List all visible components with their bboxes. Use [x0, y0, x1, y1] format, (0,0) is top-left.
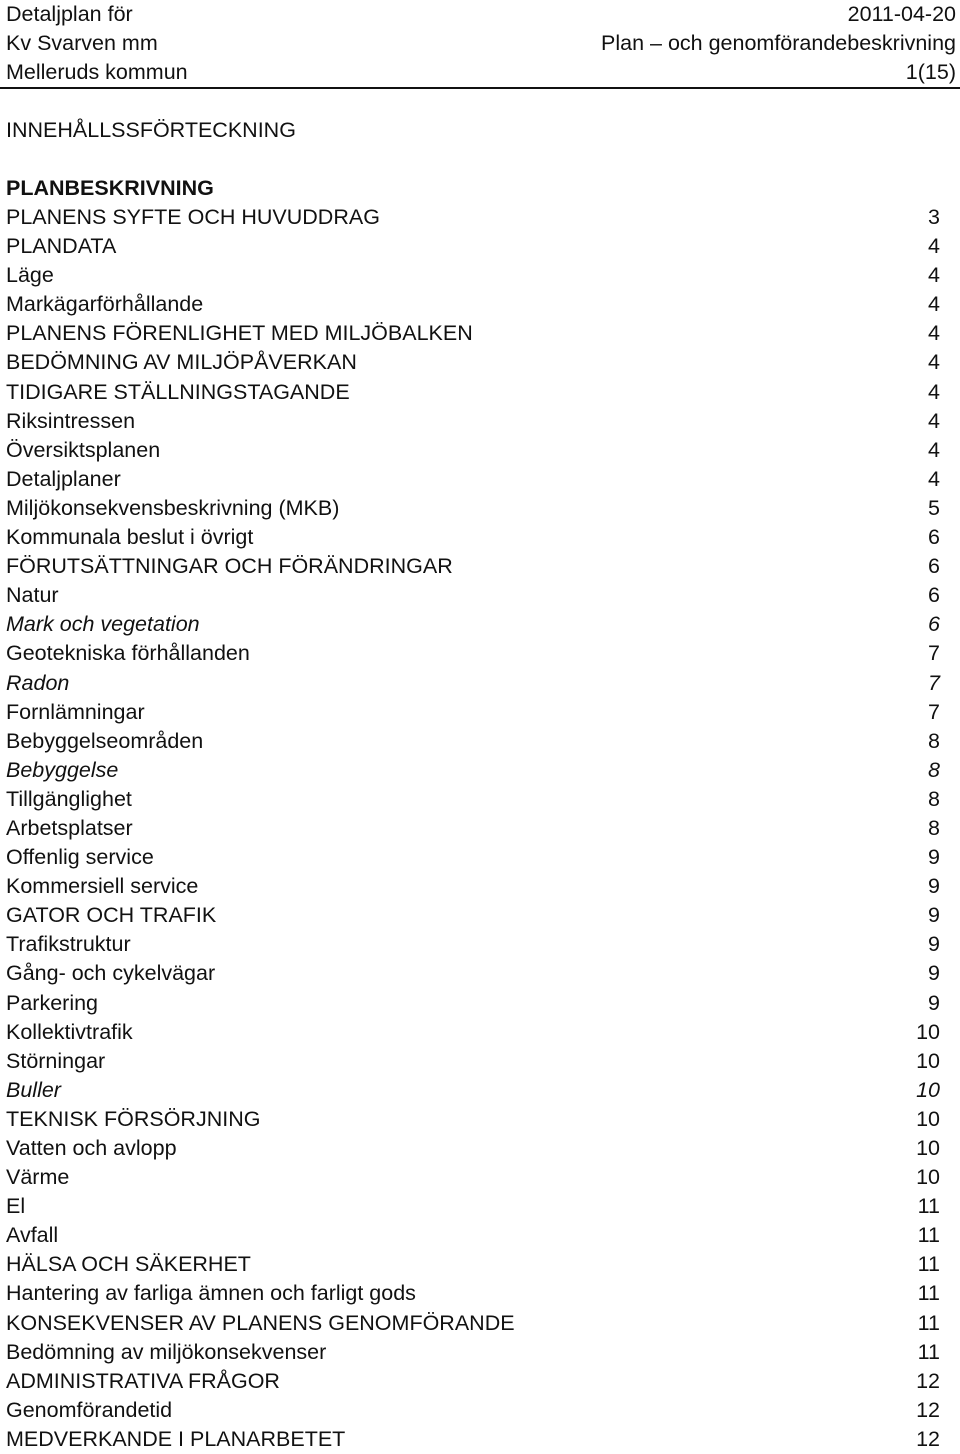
toc-entry[interactable]: [6, 1163, 940, 1192]
toc-entry[interactable]: [6, 523, 940, 552]
toc-entry-title: Störningar: [6, 1048, 106, 1073]
header-plan-area: Kv Svarven mm: [6, 31, 158, 55]
toc-entry-title: Gång- och cykelvägar: [6, 961, 216, 986]
toc-entry-title: Avfall: [6, 1223, 59, 1248]
toc-entry-title: TIDIGARE STÄLLNINGSTAGANDE: [6, 379, 350, 404]
toc-entry-page: 4: [928, 234, 940, 259]
toc-entry-page: 11: [917, 1281, 940, 1306]
toc-entry-page: 9: [928, 961, 940, 986]
toc-entry-page: 6: [928, 525, 940, 550]
page-header: [6, 0, 956, 87]
toc-entry-page: 8: [928, 786, 940, 811]
toc-entry[interactable]: [6, 232, 940, 261]
toc-entry-title: Bebyggelseområden: [6, 728, 204, 753]
toc-entry[interactable]: [6, 1192, 940, 1221]
toc-entry-title: Vatten och avlopp: [6, 1136, 177, 1160]
toc-entry-page: 7: [928, 670, 940, 695]
toc-entry-page: 4: [928, 263, 940, 288]
toc-entry[interactable]: [6, 1105, 940, 1134]
header-page-number: 1(15): [905, 60, 956, 84]
toc-entry[interactable]: [6, 1250, 940, 1279]
toc-entry-page: 12: [916, 1426, 940, 1451]
toc-entry[interactable]: [6, 465, 940, 494]
toc-entry[interactable]: [6, 1076, 940, 1105]
toc-entry-page: 9: [928, 845, 940, 870]
header-row: [6, 58, 956, 87]
toc-entry[interactable]: [6, 610, 940, 639]
toc-entry-title: TEKNISK FÖRSÖRJNING: [6, 1106, 261, 1131]
toc-entry[interactable]: [6, 1047, 940, 1076]
toc-entry-title: PLANENS SYFTE OCH HUVUDDRAG: [6, 205, 380, 229]
toc-entry-page: 12: [916, 1397, 940, 1422]
toc-entry-page: 10: [916, 1165, 940, 1190]
toc-heading: INNEHÅLLSSFÖRTECKNING: [6, 118, 296, 142]
toc-entry[interactable]: [6, 319, 940, 348]
toc-entry-page: 11: [917, 1223, 940, 1248]
toc-entry[interactable]: [6, 261, 940, 290]
toc-entry-page: 4: [928, 292, 940, 317]
toc-entry-page: 10: [916, 1048, 940, 1073]
toc-entry-title: Fornlämningar: [6, 699, 145, 724]
toc-entry-title: BEDÖMNING AV MILJÖPÅVERKAN: [6, 350, 357, 375]
toc-entry-title: MEDVERKANDE I PLANARBETET: [6, 1426, 346, 1451]
toc-entry-title: FÖRUTSÄTTNINGAR OCH FÖRÄNDRINGAR: [6, 554, 453, 579]
toc-entry-title: Kommersiell service: [6, 874, 199, 899]
toc-entry-page: 10: [916, 1019, 940, 1044]
toc-entry-title: Parkering: [6, 990, 99, 1015]
toc-entry-page: 11: [917, 1252, 940, 1277]
toc-entry-title: Översiktsplanen: [6, 437, 161, 462]
toc-entry-title: HÄLSA OCH SÄKERHET: [6, 1252, 251, 1277]
toc-entry-title: Detaljplaner: [6, 466, 121, 491]
toc-entry-page: 10: [916, 1106, 940, 1131]
toc-entry-title: Läge: [6, 263, 54, 288]
toc-entry[interactable]: [6, 639, 940, 668]
header-municipality: Melleruds kommun: [6, 60, 188, 84]
toc-entry-page: 10: [916, 1077, 940, 1102]
toc-entry[interactable]: [6, 378, 940, 407]
toc-entry[interactable]: [6, 348, 940, 377]
toc-entry-title: Natur: [6, 583, 59, 608]
toc-entry-title: PLANDATA: [6, 234, 117, 259]
toc-entry[interactable]: [6, 698, 940, 727]
toc-entry-title: Arbetsplatser: [6, 815, 133, 840]
toc-entry-page: 9: [928, 903, 940, 928]
toc-entry[interactable]: [6, 901, 940, 930]
toc-entry-page: 8: [928, 815, 940, 840]
toc-entry-page: 11: [917, 1310, 940, 1335]
toc-entry-title: Buller: [6, 1077, 61, 1102]
toc-entry[interactable]: [6, 1367, 940, 1396]
toc-entry-page: 4: [928, 350, 940, 375]
toc-entry[interactable]: [6, 290, 940, 319]
toc-entry-title: Kommunala beslut i övrigt: [6, 525, 254, 550]
toc-entry[interactable]: [6, 669, 940, 698]
toc-entry[interactable]: [6, 494, 940, 523]
toc-entry-title: Värme: [6, 1165, 70, 1190]
toc-entry[interactable]: [6, 959, 940, 988]
header-document-type: Plan – och genomförandebeskrivning: [601, 31, 956, 55]
toc-entry-title: PLANENS FÖRENLIGHET MED MILJÖBALKEN: [6, 321, 473, 346]
header-plan-title: Detaljplan för: [6, 2, 133, 26]
toc-entry-title: Kollektivtrafik: [6, 1019, 133, 1044]
toc-entry-title: Miljökonsekvensbeskrivning (MKB): [6, 495, 340, 520]
toc-entry-title: Bedömning av miljökonsekvenser: [6, 1339, 327, 1364]
toc-entry[interactable]: [6, 785, 940, 814]
toc-entry-page: 7: [928, 699, 940, 724]
toc-entry-title: ADMINISTRATIVA FRÅGOR: [6, 1368, 280, 1393]
header-row: [6, 29, 956, 58]
toc-entry-page: 4: [928, 466, 940, 491]
toc-entry-page: 9: [928, 990, 940, 1015]
toc-entry[interactable]: [6, 1309, 940, 1338]
toc-entry-page: 4: [928, 437, 940, 462]
header-date: 2011-04-20: [847, 2, 956, 26]
toc-entry[interactable]: [6, 756, 940, 785]
toc-entry[interactable]: [6, 814, 940, 843]
toc-entry-page: 9: [928, 874, 940, 899]
toc-entry[interactable]: [6, 1279, 940, 1308]
toc-entry[interactable]: [6, 930, 940, 959]
toc-entry-title: Markägarförhållande: [6, 292, 204, 317]
toc-entry-title: Genomförandetid: [6, 1397, 173, 1422]
toc-entry[interactable]: [6, 203, 940, 232]
toc-entry-title: Riksintressen: [6, 408, 136, 433]
toc-entry[interactable]: [6, 1338, 940, 1367]
toc-entry[interactable]: [6, 872, 940, 901]
toc-entry[interactable]: [6, 1425, 940, 1454]
toc-entry-title: Hantering av farliga ämnen och farligt gods: [6, 1281, 416, 1306]
toc-entry-page: 6: [928, 583, 940, 608]
toc-entry[interactable]: [6, 407, 940, 436]
table-of-contents: [6, 203, 940, 1454]
toc-entry-page: 6: [928, 612, 940, 637]
toc-entry[interactable]: [6, 552, 940, 581]
toc-entry[interactable]: [6, 1396, 940, 1425]
toc-entry-title: KONSEKVENSER AV PLANENS GENOMFÖRANDE: [6, 1310, 515, 1335]
toc-entry-page: 4: [928, 408, 940, 433]
toc-entry-title: Trafikstruktur: [6, 932, 131, 957]
toc-entry-page: 5: [928, 495, 940, 520]
toc-entry[interactable]: [6, 1134, 940, 1163]
toc-entry-title: Mark och vegetation: [6, 612, 200, 637]
toc-entry-page: 8: [928, 728, 940, 753]
toc-entry-page: 8: [928, 757, 940, 782]
toc-entry-page: 4: [928, 321, 940, 346]
toc-entry-page: 6: [928, 554, 940, 579]
toc-entry[interactable]: [6, 843, 940, 872]
toc-entry[interactable]: [6, 436, 940, 465]
toc-entry-page: 9: [928, 932, 940, 957]
toc-entry-title: Geotekniska förhållanden: [6, 641, 250, 666]
toc-entry-title: GATOR OCH TRAFIK: [6, 903, 217, 928]
toc-entry-title: Tillgänglighet: [6, 786, 132, 811]
toc-entry-title: Radon: [6, 670, 70, 695]
toc-entry-page: 3: [928, 205, 940, 229]
toc-entry-page: 12: [916, 1368, 940, 1393]
toc-entry-title: Offenlig service: [6, 845, 154, 870]
toc-entry-title: El: [6, 1194, 26, 1219]
header-row: [6, 0, 956, 29]
toc-entry[interactable]: [6, 1018, 940, 1047]
toc-entry[interactable]: [6, 1221, 940, 1250]
toc-entry[interactable]: [6, 989, 940, 1018]
toc-entry-page: 11: [917, 1339, 940, 1364]
section-heading: PLANBESKRIVNING: [6, 176, 214, 200]
toc-entry[interactable]: [6, 727, 940, 756]
toc-entry-page: 10: [916, 1136, 940, 1160]
header-divider: [0, 87, 960, 89]
toc-entry[interactable]: [6, 581, 940, 610]
toc-entry-page: 4: [928, 379, 940, 404]
toc-entry-page: 11: [917, 1194, 940, 1219]
toc-entry-page: 7: [928, 641, 940, 666]
toc-entry-title: Bebyggelse: [6, 757, 119, 782]
